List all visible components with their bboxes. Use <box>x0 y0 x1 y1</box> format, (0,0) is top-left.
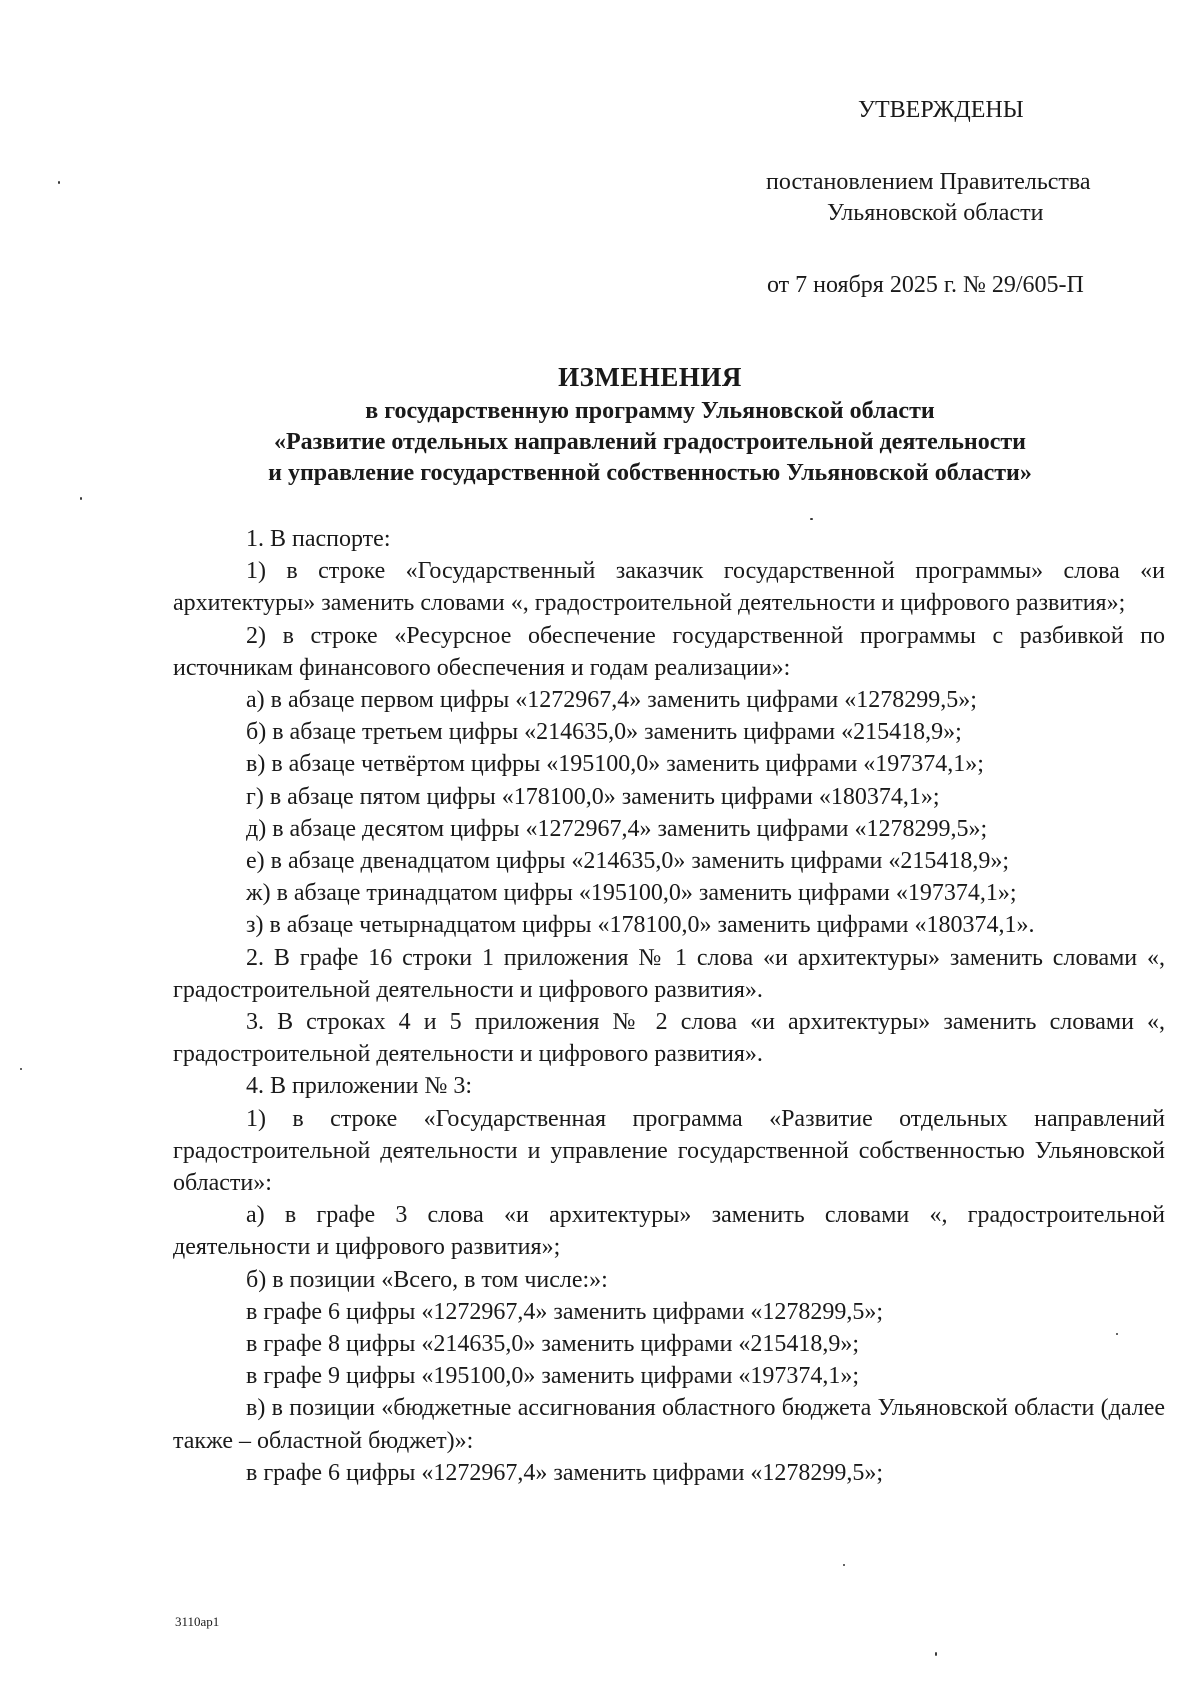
title-main: ИЗМЕНЕНИЯ <box>558 362 742 392</box>
body-paragraph: а) в абзаце первом цифры «1272967,4» заменить цифрами «1278299,5»; <box>246 687 977 714</box>
scan-speck <box>20 1068 22 1070</box>
body-paragraph: ж) в абзаце тринадцатом цифры «195100,0» заменить цифрами «197374,1»; <box>246 880 1017 907</box>
body-paragraph: з) в абзаце четырнадцатом цифры «178100,0» заменить цифрами «180374,1». <box>246 912 1035 939</box>
title-line-3: и управление государственной собственностью Ульяновской области» <box>268 460 1032 486</box>
resolution-date-number: от 7 ноября 2025 г. № 29/605-П <box>767 272 1084 298</box>
title-line-2: «Развитие отдельных направлений градостроительной деятельности <box>274 429 1026 455</box>
document-body <box>173 523 1165 1489</box>
body-paragraph: а) в графе 3 слова «и архитектуры» заменить словами «, градостроительной деятельности и цифрового развития»; <box>173 1202 1165 1261</box>
scan-speck <box>80 497 82 500</box>
title-line-1: в государственную программу Ульяновской области <box>365 398 935 424</box>
body-paragraph: 2) в строке «Ресурсное обеспечение государственной программы с разбивкой по источникам финансового обеспечения и годам реализации»: <box>173 622 1165 681</box>
body-paragraph: е) в абзаце двенадцатом цифры «214635,0» заменить цифрами «215418,9»; <box>246 848 1010 875</box>
body-paragraph: б) в позиции «Всего, в том числе:»: <box>246 1266 608 1293</box>
approved-by-line-2: Ульяновской области <box>827 200 1044 226</box>
scan-speck <box>58 181 60 184</box>
body-paragraph: в графе 8 цифры «214635,0» заменить цифрами «215418,9»; <box>246 1331 860 1358</box>
body-paragraph: г) в абзаце пятом цифры «178100,0» заменить цифрами «180374,1»; <box>246 783 940 810</box>
body-paragraph: в) в позиции «бюджетные ассигнования областного бюджета Ульяновской области (далее также – областной бюджет)»: <box>173 1395 1165 1454</box>
body-paragraph: 3. В строках 4 и 5 приложения № 2 слова «и архитектуры» заменить словами «, градостроительной деятельности и цифрового развития». <box>173 1009 1165 1068</box>
scan-speck <box>843 1564 845 1566</box>
body-paragraph: 2. В графе 16 строки 1 приложения № 1 слова «и архитектуры» заменить словами «, градостроительной деятельности и цифрового развития». <box>173 944 1165 1003</box>
body-paragraph: 1) в строке «Государственный заказчик государственной программы» слова «и архитектуры» заменить словами «, градостроительной деятельности и цифрового развития»; <box>173 558 1165 617</box>
body-paragraph: в графе 6 цифры «1272967,4» заменить цифрами «1278299,5»; <box>246 1459 884 1486</box>
body-paragraph: д) в абзаце десятом цифры «1272967,4» заменить цифрами «1278299,5»; <box>246 815 988 842</box>
scan-speck <box>1116 1333 1118 1335</box>
document-footer-code: 3110ap1 <box>175 1614 220 1629</box>
document-title <box>150 362 1150 489</box>
scan-speck <box>935 1652 937 1656</box>
body-paragraph: б) в абзаце третьем цифры «214635,0» заменить цифрами «215418,9»; <box>246 719 962 746</box>
body-paragraph: в) в абзаце четвёртом цифры «195100,0» заменить цифрами «197374,1»; <box>246 751 984 778</box>
body-paragraph: 1. В паспорте: <box>246 526 391 552</box>
body-paragraph: в графе 6 цифры «1272967,4» заменить цифрами «1278299,5»; <box>246 1298 884 1325</box>
scan-speck <box>810 518 813 520</box>
body-paragraph: 1) в строке «Государственная программа «Развитие отдельных направлений градостроительной деятельности и управление государственной собственностью Ульяновской области»: <box>173 1105 1165 1197</box>
body-paragraph: в графе 9 цифры «195100,0» заменить цифрами «197374,1»; <box>246 1363 860 1390</box>
body-paragraph: 4. В приложении № 3: <box>246 1073 473 1100</box>
approved-by-line-1: постановлением Правительства <box>766 169 1091 195</box>
approved-heading: УТВЕРЖДЕНЫ <box>858 97 1024 123</box>
